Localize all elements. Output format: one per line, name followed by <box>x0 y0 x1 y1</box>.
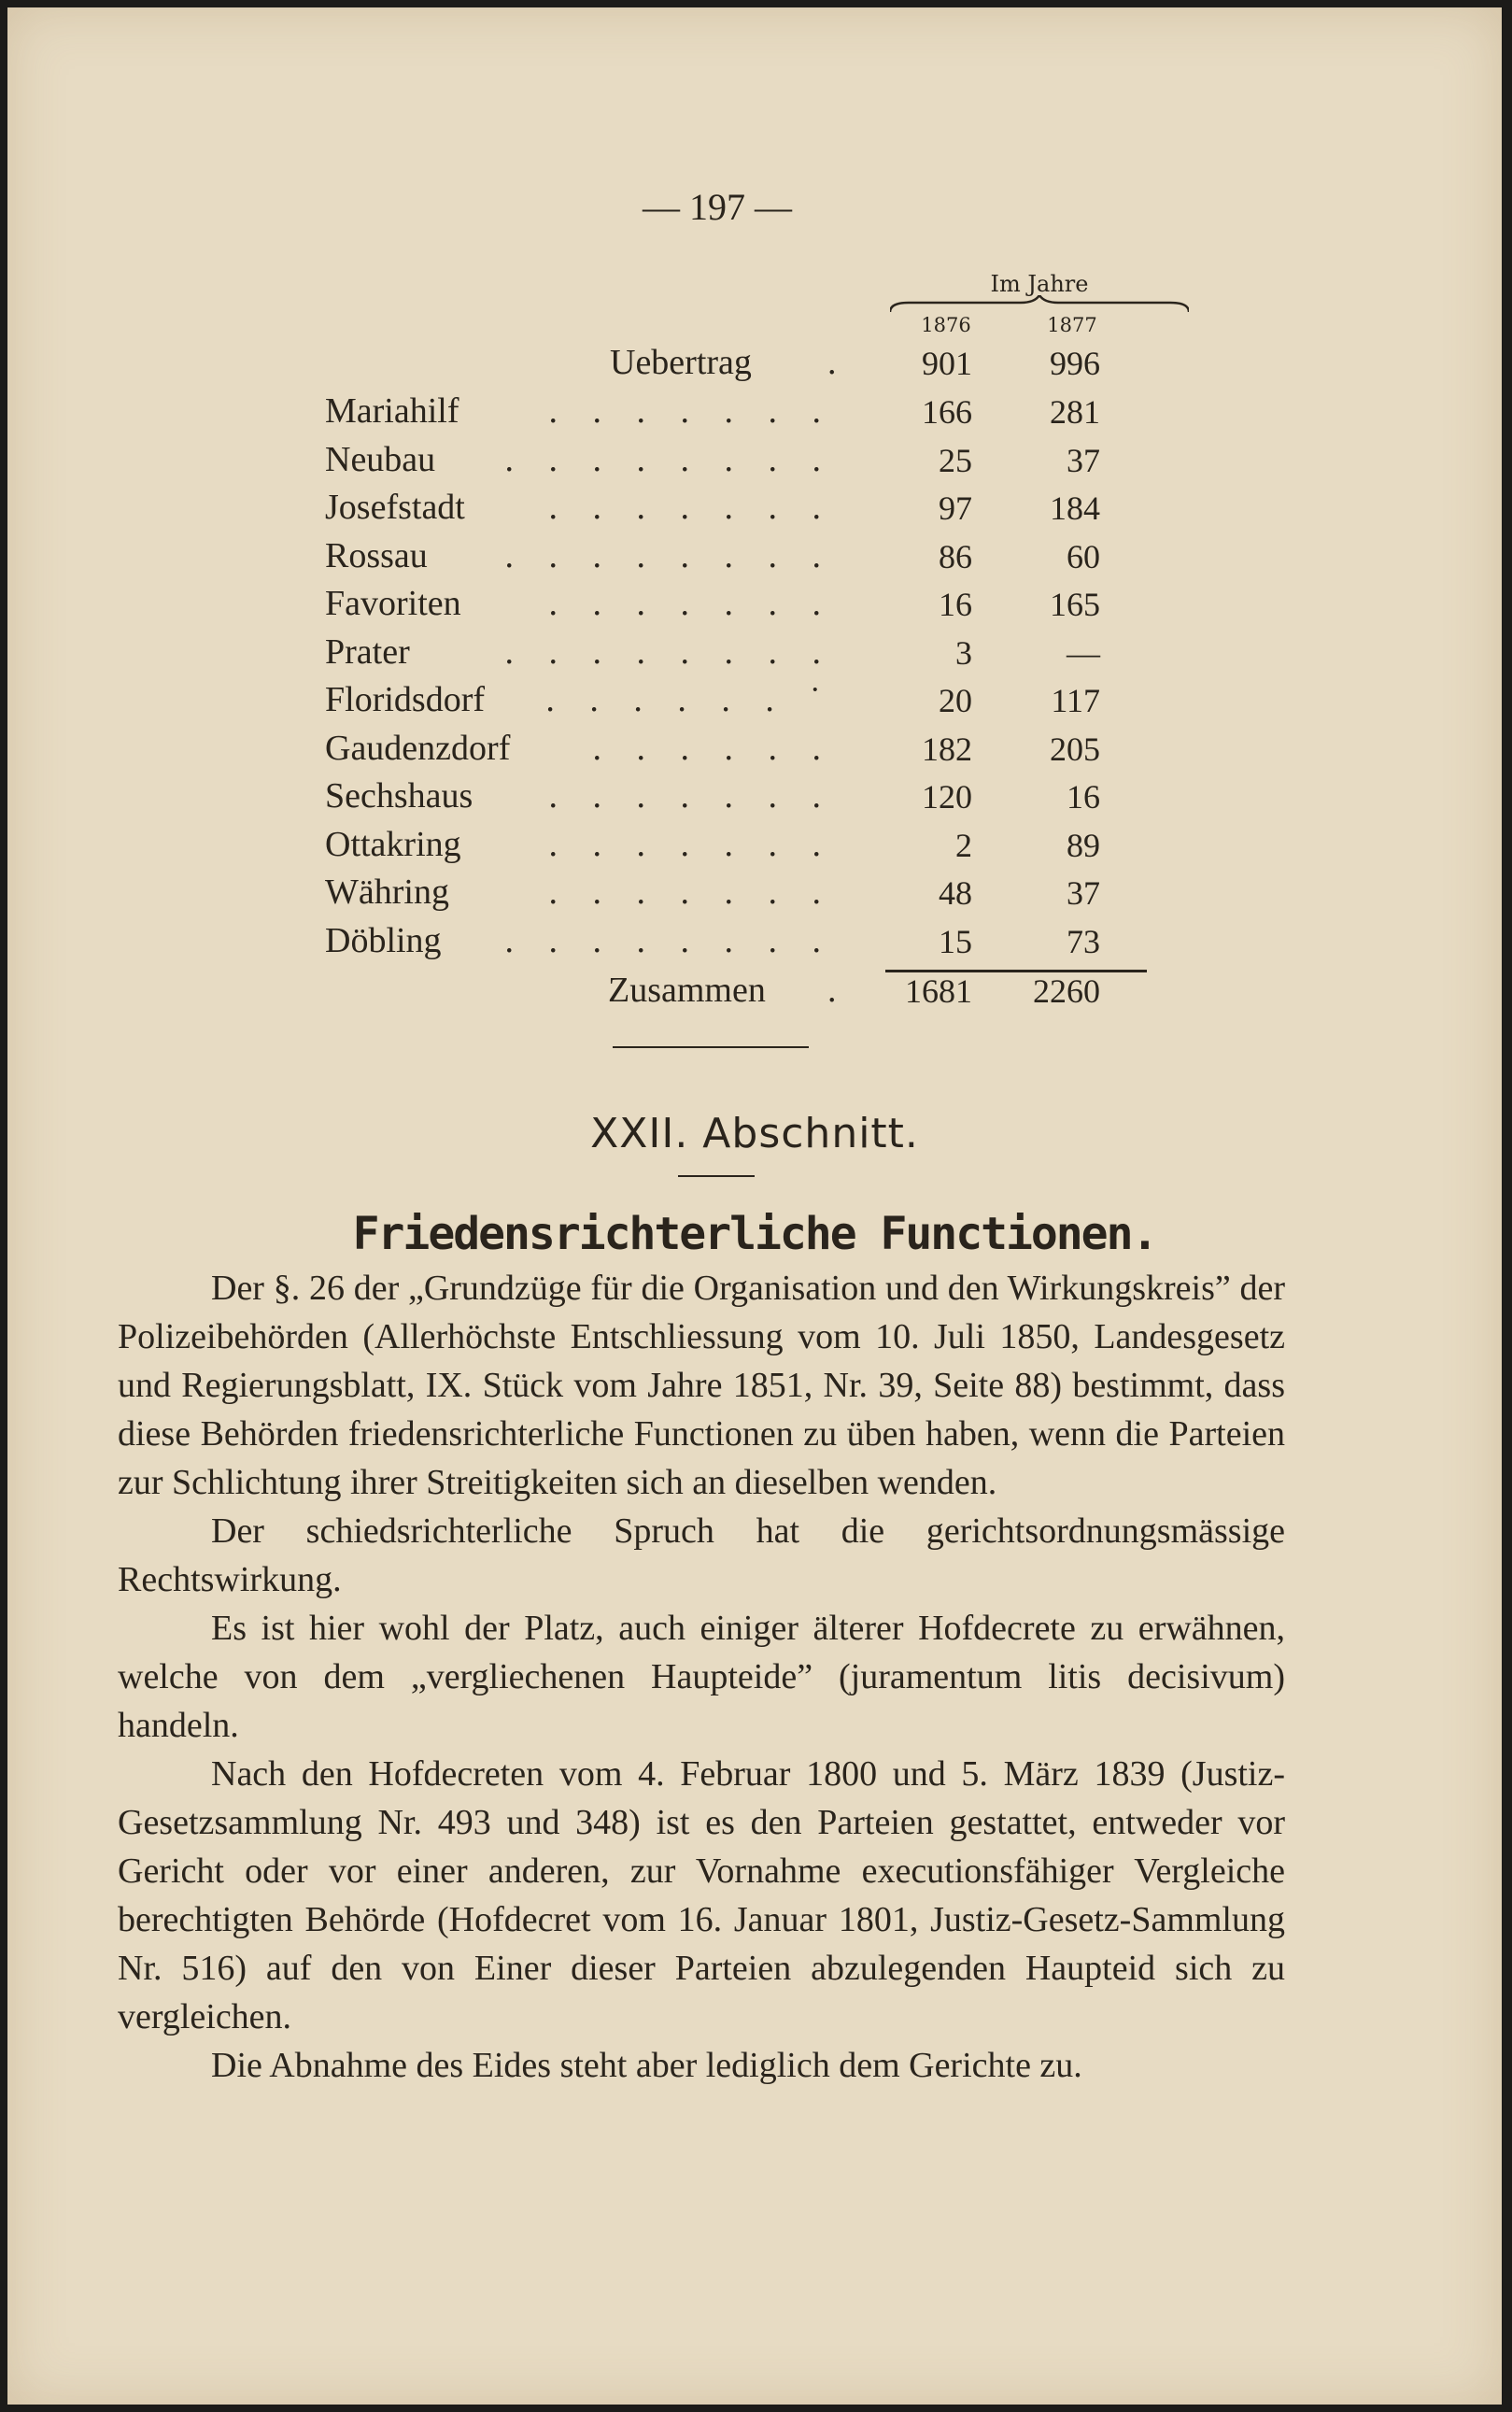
district-label: Floridsdorf <box>325 680 485 719</box>
book-page <box>7 7 1502 2405</box>
leader-dots: . . . . . . ˙ <box>545 680 834 719</box>
leader-dots: . . . . . . . <box>548 824 834 864</box>
value-1877: 37 <box>1067 874 1100 912</box>
paragraph: Die Abnahme des Eides steht aber lediglich dem Gerichte zu. <box>211 2046 1082 2085</box>
section-divider <box>613 1046 809 1048</box>
district-label: Gaudenzdorf <box>325 728 511 768</box>
year-header-1876: 1876 <box>921 314 971 336</box>
value-1876: 97 <box>939 489 972 527</box>
leader-dots: . . . . . . <box>592 728 834 768</box>
value-1876: 166 <box>922 393 972 431</box>
paragraph: Der schiedsrichterliche Spruch hat die gerichtsordnungsmässige Rechtswirkung. <box>118 1511 1285 1599</box>
district-label: Favoriten <box>325 584 461 623</box>
value-1877: 165 <box>1050 586 1100 623</box>
total-label: Zusammen <box>608 971 766 1010</box>
value-1877: 73 <box>1067 922 1100 960</box>
value-1877: 89 <box>1067 826 1100 864</box>
value-1877: 184 <box>1050 489 1100 527</box>
total-1876: 1681 <box>905 972 972 1010</box>
leader-dots: . . . . . . . <box>548 391 834 431</box>
value-1877: 16 <box>1067 778 1100 816</box>
value-1876: 120 <box>922 778 972 816</box>
district-label: Ottakring <box>325 824 461 864</box>
leader-dots: . . . . . . . . <box>504 439 834 479</box>
district-label: Neubau <box>325 439 436 479</box>
leader-dots: . . . . . . . <box>548 776 834 816</box>
leader-dots: . . . . . . . . <box>504 920 834 960</box>
section-title: XXII. Abschnitt. <box>590 1110 919 1157</box>
paragraph: Der §. 26 der „Grundzüge für die Organisation und den Wirkungskreis” der Polizeibehörden (Allerhöchste Entschliessung vom 10. Juli 1850, Landesgesetz und Regierungsblatt, IX. Stück vom Jahre 1851, Nr. 39, Seite 88) bestimmt, dass diese Behörden friedensrichterliche Functionen zu üben haben, wenn die Parteien zur Schlichtung ihrer Streitigkeiten sich an dieselben wenden. <box>118 1269 1285 1502</box>
page-number: — 197 — <box>643 186 792 228</box>
value-1876: 20 <box>939 682 972 719</box>
total-1877: 2260 <box>1033 972 1100 1010</box>
leader-dots: . . . . . . . <box>548 873 834 912</box>
value-1877: 281 <box>1050 393 1100 431</box>
leader-dots: . . . . . . . <box>548 584 834 623</box>
value-1876: 3 <box>955 633 972 672</box>
column-group-header: Im Jahre <box>990 271 1089 297</box>
carry-1877: 996 <box>1050 345 1100 382</box>
title-underline <box>678 1175 755 1177</box>
carry-dot: . <box>827 343 850 382</box>
leader-dots: . . . . . . . <box>548 488 834 527</box>
value-1876: 48 <box>939 874 972 912</box>
district-label: Mariahilf <box>325 391 459 431</box>
year-header-1877: 1877 <box>1047 314 1097 336</box>
value-1876: 16 <box>939 586 972 623</box>
district-label: Sechshaus <box>325 776 473 816</box>
value-1877: 60 <box>1067 537 1100 575</box>
value-1877: 117 <box>1051 682 1100 719</box>
value-1876: 182 <box>922 730 972 768</box>
body-text <box>118 1264 1285 2090</box>
district-label: Josefstadt <box>325 488 465 527</box>
district-label: Rossau <box>325 535 428 575</box>
value-1876: 25 <box>939 441 972 479</box>
leader-dots: . . . . . . . . <box>504 631 834 672</box>
carry-1876: 901 <box>922 345 972 382</box>
district-label: Prater <box>325 631 410 672</box>
chapter-heading: Friedensrichterliche Functionen. <box>352 1208 1157 1260</box>
value-1877: — <box>1067 633 1100 672</box>
column-brace <box>890 295 1189 316</box>
district-label: Währing <box>325 873 449 912</box>
district-label: Döbling <box>325 920 442 960</box>
value-1876: 15 <box>939 922 972 960</box>
value-1877: 205 <box>1050 730 1100 768</box>
value-1876: 86 <box>939 537 972 575</box>
carry-label: Uebertrag <box>610 343 752 382</box>
leader-dots: . . . . . . . . <box>504 535 834 575</box>
total-dot: . <box>827 971 850 1010</box>
paragraph: Nach den Hofdecreten vom 4. Februar 1800 und 5. März 1839 (Justiz-Gesetzsammlung Nr. 493 und 348) ist es den Parteien gestattet, entweder vor Gericht oder vor einer anderen, zur Vornahme executionsfähiger Vergleiche berechtigten Behörde (Hofdecret vom 16. Januar 1801, Justiz-Gesetz-Sammlung Nr. 516) auf den von Einer dieser Parteien abzulegenden Haupteid sich zu vergleichen. <box>118 1754 1285 2036</box>
value-1877: 37 <box>1067 441 1100 479</box>
paragraph: Es ist hier wohl der Platz, auch einiger älterer Hofdecrete zu erwähnen, welche von dem „vergliechenen Haupteide” (juramentum litis decisivum) handeln. <box>118 1609 1285 1745</box>
value-1876: 2 <box>955 826 972 864</box>
